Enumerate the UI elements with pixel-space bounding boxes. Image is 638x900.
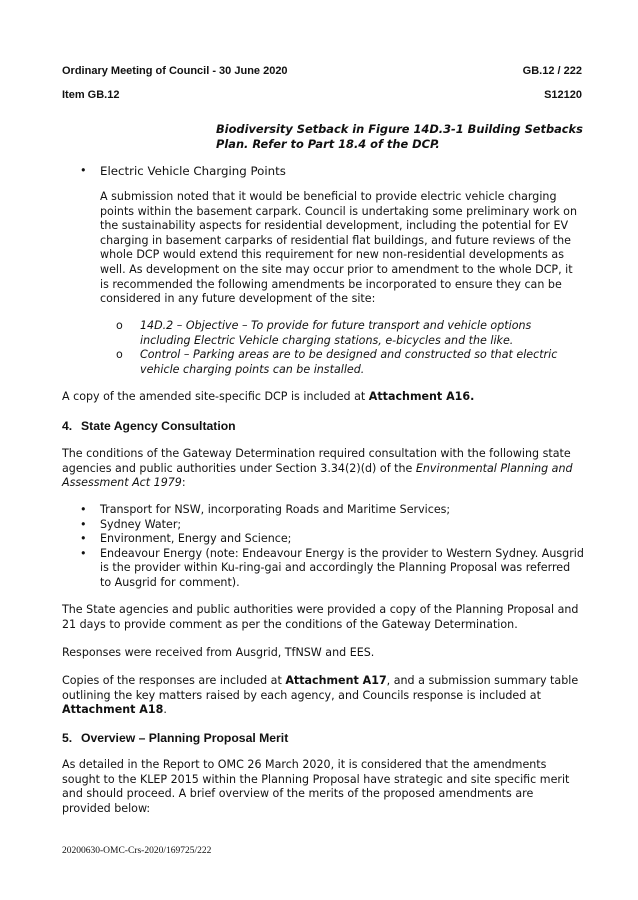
item-label: Item GB.12 (62, 89, 120, 101)
agency-text: Environment, Energy and Science; (100, 532, 292, 546)
section-5-paragraph: As detailed in the Report to OMC 26 March 2020, it is considered that the amendments sought to the KLEP 2015 within the Planning Proposal have strategic and site specific merit and should proceed. A brief overview of the merits of the proposed amendments are provided below: (62, 758, 570, 815)
sub-marker: o (116, 319, 123, 332)
attachment-a18-link[interactable]: Attachment A18 (62, 703, 164, 717)
section-number: 4. (62, 419, 73, 433)
amendment-item (116, 348, 584, 377)
agency-text: Sydney Water; (100, 517, 182, 531)
copies-text: Copies of the responses are included at (62, 674, 286, 687)
intro-text: The conditions of the Gateway Determination required consultation with the following state agencies and public authorities under Section 3.34(2)(d) of the (62, 447, 571, 475)
act-name: Environmental Planning and Assessment Act 1979 (62, 461, 573, 490)
agency-item (80, 547, 584, 591)
ev-paragraph: A submission noted that it would be beneficial to provide electric vehicle charging points within the basement carpark. Council is undertaking some preliminary work on the sustainability aspects for residential development, including the potential for EV charging in basement carparks of residential flat buildings, and future reviews of the whole DCP would extend this requirement for new non-residential developments as well. As development on the site may occur prior to amendment to the whole DCP, it is recommended the following amendments be incorporated to ensure they can be considered in any future development of the site: (100, 190, 577, 306)
ev-bullet: • (80, 164, 87, 177)
bullet: • (80, 517, 87, 531)
amendment-item (116, 319, 584, 348)
agency-text: Transport for NSW, incorporating Roads and Maritime Services; (100, 503, 451, 516)
copies-paragraph (62, 674, 582, 718)
attachment-a17-link[interactable]: Attachment A17 (285, 674, 387, 687)
responses-paragraph: Responses were received from Ausgrid, TfNSW and EES. (62, 646, 375, 659)
bullet: • (80, 532, 87, 546)
ev-title: Electric Vehicle Charging Points (100, 164, 286, 178)
section-4-intro (62, 447, 582, 491)
amendment-text: Control – Parking areas are to be designed and constructed so that electric vehicle charging points can be installed. (140, 348, 558, 376)
section-number: 5. (62, 731, 73, 745)
meeting-title: Ordinary Meeting of Council - 30 June 2020 (62, 65, 288, 77)
bullet: • (80, 546, 87, 560)
section-title: Overview – Planning Proposal Merit (81, 731, 289, 745)
agency-item (80, 503, 584, 518)
copies-end: . (163, 703, 167, 717)
agency-text: Endeavour Energy (note: Endeavour Energy is the provider to Western Sydney. Ausgrid is the provider within Ku-ring-gai and accordingly the Planning Proposal was referred to Ausgrid for comment). (100, 546, 584, 589)
agency-item (80, 532, 584, 547)
section-4-heading (62, 419, 236, 433)
attachment-a16-link[interactable]: Attachment A16. (368, 390, 475, 403)
file-reference: S12120 (544, 89, 582, 101)
document-footer-reference: 20200630-OMC-Crs-2020/169725/222 (62, 846, 212, 856)
section-5-heading (62, 731, 288, 745)
page-reference: GB.12 / 222 (522, 65, 582, 77)
amendment-text: 14D.2 – Objective – To provide for future transport and vehicle options including Electric Vehicle charging stations, e-bicycles and the like. (140, 319, 532, 347)
sub-marker: o (116, 348, 123, 362)
agencies-list (80, 503, 584, 591)
dcp-copy-text: A copy of the amended site-specific DCP is included at (62, 390, 369, 403)
agency-item (80, 518, 584, 533)
provided-paragraph: The State agencies and public authorities were provided a copy of the Planning Proposal and 21 days to provide comment as per the conditions of the Gateway Determination. (62, 603, 579, 631)
copies-text: , and a submission summary table outlining the key matters raised by each agency, and Councils response is included at (62, 674, 579, 702)
intro-note: Biodiversity Setback in Figure 14D.3-1 Building Setbacks Plan. Refer to Part 18.4 of the DCP. (216, 122, 583, 151)
dcp-copy-paragraph (62, 390, 582, 405)
ev-amendments-list (116, 319, 584, 377)
intro-end: : (181, 476, 186, 490)
section-title: State Agency Consultation (81, 419, 236, 433)
bullet: • (80, 503, 87, 516)
